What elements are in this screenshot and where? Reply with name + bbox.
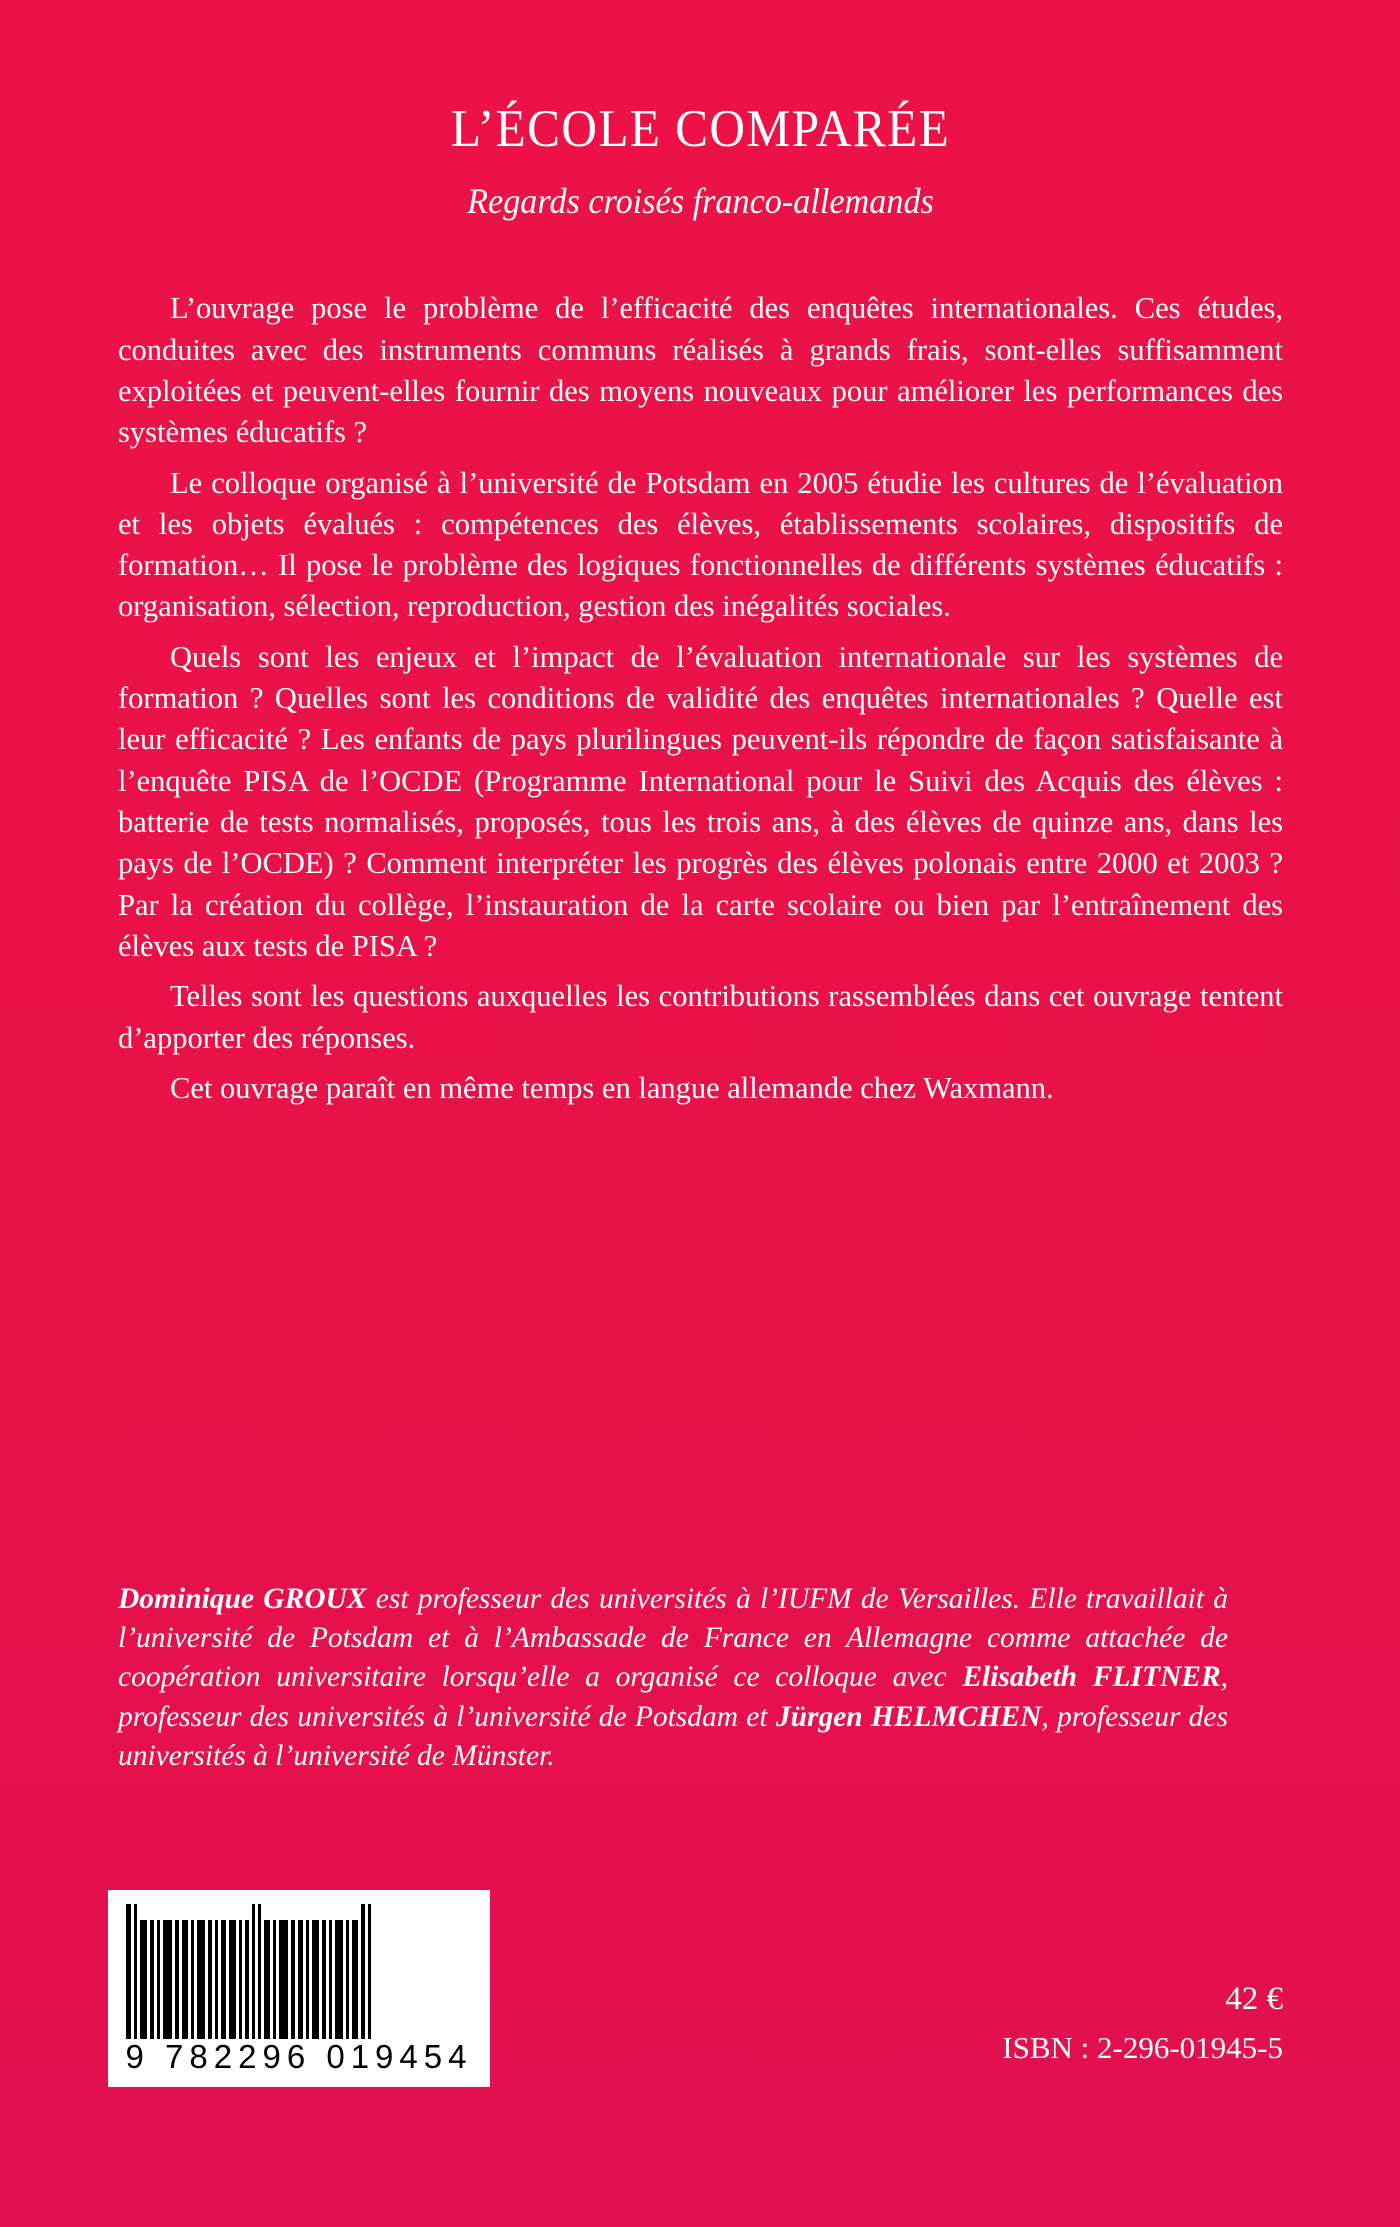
price: 42 € xyxy=(1225,1981,1283,2017)
blurb-paragraph: Telles sont les questions auxquelles les contributions rassemblées dans cet ouvrage tentent d’apporter des réponses. xyxy=(118,979,1283,1055)
barcode-bar xyxy=(361,1904,365,2039)
barcode-bar xyxy=(215,1920,218,2039)
barcode-bar xyxy=(221,1920,226,2039)
barcode-bar xyxy=(352,1920,358,2039)
author-name-flitner: Elisabeth FLITNER xyxy=(962,1661,1221,1694)
blurb-paragraph: Le colloque organisé à l’université de Potsdam en 2005 étudie les cultures de l’évaluation et les objets évalués : compétences des élèves, établissements scolaires, dispositifs de formation… Il pose le problème des logiques fonctionnelles de différents systèmes éducatifs : organisation, sélection, reproduction, gestion des inégalités sociales. xyxy=(118,465,1283,624)
barcode-bar xyxy=(273,1920,276,2039)
barcode-bar xyxy=(252,1904,255,2039)
barcode-bar xyxy=(208,1920,212,2039)
barcode-bar xyxy=(368,1904,371,2039)
bio-segment-1: est professeur des universités à l’IUFM de Versailles. Elle travaillait à l’université de Potsdam et à l’Ambassade de France en Allemagne comme attachée de coopération universitaire lorsqu’elle a organisé ce colloque avec xyxy=(118,1583,1228,1694)
barcode-bars xyxy=(126,1904,472,2039)
barcode-bar xyxy=(150,1920,154,2039)
barcode-bar xyxy=(175,1920,179,2039)
blurb-paragraph: Quels sont les enjeux et l’impact de l’évaluation internationale sur les systèmes de formation ? Quelles sont les conditions de validité des enquêtes internationales ? Quelle est leur efficacité ? Les enfants de pays plurilingues peuvent-ils répondre de façon satisfaisante à l’enquête PISA de l’OCDE (Programme International pour le Suivi des Acquis des élèves : batterie de tests normalisés, proposés, tous les trois ans, à des élèves de quinze ans, dans les pays de l’OCDE) ? Comment interpréter les progrès des élèves polonais entre 2000 et 2003 ? Par la création du collège, l’instauration de la carte scolaire ou bien par l’entraînement des élèves aux tests de PISA ? xyxy=(118,639,1283,963)
bio-segment-3: , professeur des universités à l’université de Münster. xyxy=(118,1700,1228,1772)
isbn: ISBN : 2-296-01945-5 xyxy=(1002,2029,1283,2065)
page-subtitle: Regards croisés franco-allemands xyxy=(467,181,934,222)
page-title: L’ÉCOLE COMPARÉE xyxy=(450,100,951,158)
barcode-bar xyxy=(163,1920,172,2039)
barcode-bar xyxy=(264,1920,270,2039)
barcode-bar xyxy=(157,1920,160,2039)
author-name-groux: Dominique GROUX xyxy=(118,1583,367,1615)
blurb-paragraph: L’ouvrage pose le problème de l’efficacité des enquêtes internationales. Ces études, conduites avec des instruments communs réalisés à grands frais, sont-elles suffisamment exploitées et peuvent-elles fournir des moyens nouveaux pour améliorer les performances des systèmes éducatifs ? xyxy=(118,291,1283,450)
barcode-bar xyxy=(306,1920,309,2039)
barcode-bar xyxy=(140,1920,147,2039)
barcode-bar xyxy=(346,1920,349,2039)
barcode-bar xyxy=(191,1920,194,2039)
price-block xyxy=(1002,1975,1283,2071)
bio-segment-2: , professeur des universités à l’université de Potsdam et xyxy=(118,1661,1228,1733)
barcode-bar xyxy=(298,1920,303,2039)
blurb-paragraph: Cet ouvrage paraît en même temps en langue allemande chez Waxmann. xyxy=(170,1070,1054,1105)
blurb-text xyxy=(118,288,1283,1109)
barcode-bar xyxy=(258,1904,261,2039)
cover-content xyxy=(118,0,1283,2227)
author-bio xyxy=(118,1580,1228,1776)
barcode-bar xyxy=(229,1920,236,2039)
barcode-bar xyxy=(329,1920,332,2039)
barcode-bar xyxy=(291,1920,295,2039)
barcode-bar xyxy=(312,1920,319,2039)
barcode-bar xyxy=(126,1904,131,2039)
barcode-bar xyxy=(182,1920,188,2039)
barcode-bar xyxy=(335,1920,343,2039)
barcode xyxy=(108,1890,490,2087)
barcode-bar xyxy=(197,1920,205,2039)
barcode-bar xyxy=(279,1920,288,2039)
author-name-helmchen: Jürgen HELMCHEN xyxy=(775,1700,1042,1733)
barcode-bar xyxy=(322,1920,326,2039)
barcode-digits: 9 782296 019454 xyxy=(125,2038,473,2075)
barcode-bar xyxy=(239,1920,242,2039)
barcode-bar xyxy=(245,1920,249,2039)
title-block xyxy=(118,0,1283,222)
barcode-bar xyxy=(134,1904,137,2039)
